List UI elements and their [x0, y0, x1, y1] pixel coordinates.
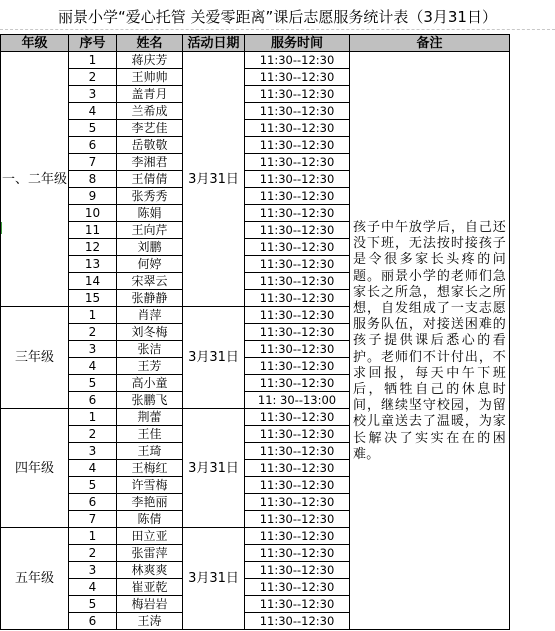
serial-no-cell[interactable]: 5 — [69, 477, 117, 494]
grade-cell[interactable]: 三年级 — [1, 307, 69, 409]
name-cell[interactable]: 张洁 — [117, 341, 183, 358]
service-time-cell[interactable]: 11:30--12:30 — [245, 52, 350, 69]
service-time-cell[interactable]: 11:30--12:30 — [245, 86, 350, 103]
serial-no-cell[interactable]: 6 — [69, 137, 117, 154]
service-time-cell[interactable]: 11:30--12:30 — [245, 222, 350, 239]
serial-no-cell[interactable]: 14 — [69, 273, 117, 290]
service-time-cell[interactable]: 11:30--12:30 — [245, 494, 350, 511]
serial-no-cell[interactable]: 7 — [69, 511, 117, 528]
serial-no-cell[interactable]: 8 — [69, 171, 117, 188]
serial-no-cell[interactable]: 11 — [69, 222, 117, 239]
service-time-cell[interactable]: 11:30--12:30 — [245, 103, 350, 120]
service-time-cell[interactable]: 11:30--12:30 — [245, 562, 350, 579]
date-cell[interactable]: 3月31日 — [183, 52, 245, 307]
serial-no-cell[interactable]: 13 — [69, 256, 117, 273]
serial-no-cell[interactable]: 3 — [69, 86, 117, 103]
name-cell[interactable]: 荆蕾 — [117, 409, 183, 426]
name-cell[interactable]: 张雷萍 — [117, 545, 183, 562]
serial-no-cell[interactable]: 5 — [69, 120, 117, 137]
serial-no-cell[interactable]: 1 — [69, 52, 117, 69]
service-time-cell[interactable]: 11:30--12:30 — [245, 511, 350, 528]
serial-no-cell[interactable]: 5 — [69, 596, 117, 613]
name-cell[interactable]: 蒋庆芳 — [117, 52, 183, 69]
service-time-cell[interactable]: 11:30--12:30 — [245, 256, 350, 273]
name-cell[interactable]: 兰希成 — [117, 103, 183, 120]
name-cell[interactable]: 张静静 — [117, 290, 183, 307]
service-time-cell[interactable]: 11:30--12:30 — [245, 205, 350, 222]
service-time-cell[interactable]: 11:30--12:30 — [245, 154, 350, 171]
grade-cell[interactable]: 四年级 — [1, 409, 69, 528]
service-time-cell[interactable]: 11:30--12:30 — [245, 596, 350, 613]
name-cell[interactable]: 王梅红 — [117, 460, 183, 477]
header-row — [1, 35, 510, 52]
service-time-cell[interactable]: 11:30--12:30 — [245, 443, 350, 460]
name-cell[interactable]: 何婷 — [117, 256, 183, 273]
serial-no-cell[interactable]: 12 — [69, 239, 117, 256]
grade-cell[interactable]: 一、二年级 — [1, 52, 69, 307]
name-cell[interactable]: 刘冬梅 — [117, 324, 183, 341]
service-time-cell[interactable]: 11:30--12:30 — [245, 460, 350, 477]
serial-no-cell[interactable]: 7 — [69, 154, 117, 171]
table-row — [1, 52, 510, 69]
name-cell[interactable]: 王佳 — [117, 426, 183, 443]
service-time-cell[interactable]: 11:30--12:30 — [245, 409, 350, 426]
name-cell[interactable]: 崔亚乾 — [117, 579, 183, 596]
service-time-cell[interactable]: 11:30--12:30 — [245, 545, 350, 562]
name-cell[interactable]: 张鹏飞 — [117, 392, 183, 409]
date-cell[interactable]: 3月31日 — [183, 307, 245, 409]
serial-no-cell[interactable]: 2 — [69, 69, 117, 86]
header-note[interactable]: 备注 — [350, 35, 510, 52]
name-cell[interactable]: 王帅帅 — [117, 69, 183, 86]
serial-no-cell[interactable]: 6 — [69, 613, 117, 630]
serial-no-cell[interactable]: 6 — [69, 392, 117, 409]
service-time-cell[interactable]: 11:30--12:30 — [245, 324, 350, 341]
volunteer-table — [0, 34, 510, 630]
serial-no-cell[interactable]: 10 — [69, 205, 117, 222]
name-cell[interactable]: 王琦 — [117, 443, 183, 460]
name-cell[interactable]: 陈娟 — [117, 205, 183, 222]
serial-no-cell[interactable]: 2 — [69, 324, 117, 341]
service-time-cell[interactable]: 11:30--12:30 — [245, 528, 350, 545]
name-cell[interactable]: 刘鹏 — [117, 239, 183, 256]
name-cell[interactable]: 肖萍 — [117, 307, 183, 324]
service-time-cell[interactable]: 11:30--12:30 — [245, 171, 350, 188]
serial-no-cell[interactable]: 2 — [69, 545, 117, 562]
service-time-cell[interactable]: 11:30--12:30 — [245, 120, 350, 137]
name-cell[interactable]: 宋翠云 — [117, 273, 183, 290]
service-time-cell[interactable]: 11:30--12:30 — [245, 69, 350, 86]
name-cell[interactable]: 岳敬敬 — [117, 137, 183, 154]
serial-no-cell[interactable]: 2 — [69, 426, 117, 443]
name-cell[interactable]: 王涛 — [117, 613, 183, 630]
serial-no-cell[interactable]: 1 — [69, 528, 117, 545]
serial-no-cell[interactable]: 4 — [69, 358, 117, 375]
header-time[interactable]: 服务时间 — [245, 35, 350, 52]
service-time-cell[interactable]: 11:30--12:30 — [245, 358, 350, 375]
name-cell[interactable]: 王向芹 — [117, 222, 183, 239]
serial-no-cell[interactable]: 4 — [69, 579, 117, 596]
name-cell[interactable]: 高小童 — [117, 375, 183, 392]
header-name[interactable]: 姓名 — [117, 35, 183, 52]
service-time-cell[interactable]: 11:30--12:30 — [245, 273, 350, 290]
name-cell[interactable]: 王倩倩 — [117, 171, 183, 188]
service-time-cell[interactable]: 11:30--12:30 — [245, 188, 350, 205]
date-cell[interactable]: 3月31日 — [183, 528, 245, 630]
name-cell[interactable]: 陈倩 — [117, 511, 183, 528]
name-cell[interactable]: 张秀秀 — [117, 188, 183, 205]
serial-no-cell[interactable]: 3 — [69, 341, 117, 358]
serial-no-cell[interactable]: 4 — [69, 460, 117, 477]
date-cell[interactable]: 3月31日 — [183, 409, 245, 528]
name-cell[interactable]: 盖青月 — [117, 86, 183, 103]
name-cell[interactable]: 林爽爽 — [117, 562, 183, 579]
name-cell[interactable]: 李艺佳 — [117, 120, 183, 137]
service-time-cell[interactable]: 11:30--12:30 — [245, 341, 350, 358]
service-time-cell[interactable]: 11:30--12:30 — [245, 239, 350, 256]
service-time-cell[interactable]: 11:30--12:30 — [245, 477, 350, 494]
service-time-cell[interactable]: 11:30--12:30 — [245, 613, 350, 630]
header-no[interactable]: 序号 — [69, 35, 117, 52]
name-cell[interactable]: 王芳 — [117, 358, 183, 375]
name-cell[interactable]: 许雪梅 — [117, 477, 183, 494]
note-cell[interactable]: 孩子中午放学后，自己还没下班，无法按时接孩子是令很多家长头疼的问题。丽景小学的老师们急家长之所急，想家长之所想，自发组成了一支志愿服务队伍，对接送困难的孩子提供课后悉心的看护。老师们不计付出，不求回报，每天中午下班后，牺牲自己的休息时间，继续坚守校园，为留校儿童送去了温暖，为家长解决了实实在在的困难。 — [350, 52, 510, 630]
name-cell[interactable]: 田立亚 — [117, 528, 183, 545]
serial-no-cell[interactable]: 5 — [69, 375, 117, 392]
name-cell[interactable]: 梅岩岩 — [117, 596, 183, 613]
name-cell[interactable]: 李艳丽 — [117, 494, 183, 511]
table-body — [1, 52, 510, 630]
serial-no-cell[interactable]: 3 — [69, 562, 117, 579]
serial-no-cell[interactable]: 15 — [69, 290, 117, 307]
serial-no-cell[interactable]: 6 — [69, 494, 117, 511]
serial-no-cell[interactable]: 1 — [69, 409, 117, 426]
serial-no-cell[interactable]: 4 — [69, 103, 117, 120]
service-time-cell[interactable]: 11:30--12:30 — [245, 137, 350, 154]
header-grade[interactable]: 年级 — [1, 35, 69, 52]
service-time-cell[interactable]: 11:30--12:30 — [245, 579, 350, 596]
service-time-cell[interactable]: 11:30--12:30 — [245, 426, 350, 443]
header-date[interactable]: 活动日期 — [183, 35, 245, 52]
service-time-cell[interactable]: 11:30--12:30 — [245, 307, 350, 324]
serial-no-cell[interactable]: 9 — [69, 188, 117, 205]
grade-cell[interactable]: 五年级 — [1, 528, 69, 630]
sheet-title: 丽景小学“爱心托管 关爱零距离”课后志愿服务统计表（3月31日） — [58, 8, 497, 26]
serial-no-cell[interactable]: 1 — [69, 307, 117, 324]
service-time-cell[interactable]: 11:30--12:30 — [245, 290, 350, 307]
service-time-cell[interactable]: 11: 30--13:00 — [245, 392, 350, 409]
serial-no-cell[interactable]: 3 — [69, 443, 117, 460]
service-time-cell[interactable]: 11:30--12:30 — [245, 375, 350, 392]
name-cell[interactable]: 李湘君 — [117, 154, 183, 171]
